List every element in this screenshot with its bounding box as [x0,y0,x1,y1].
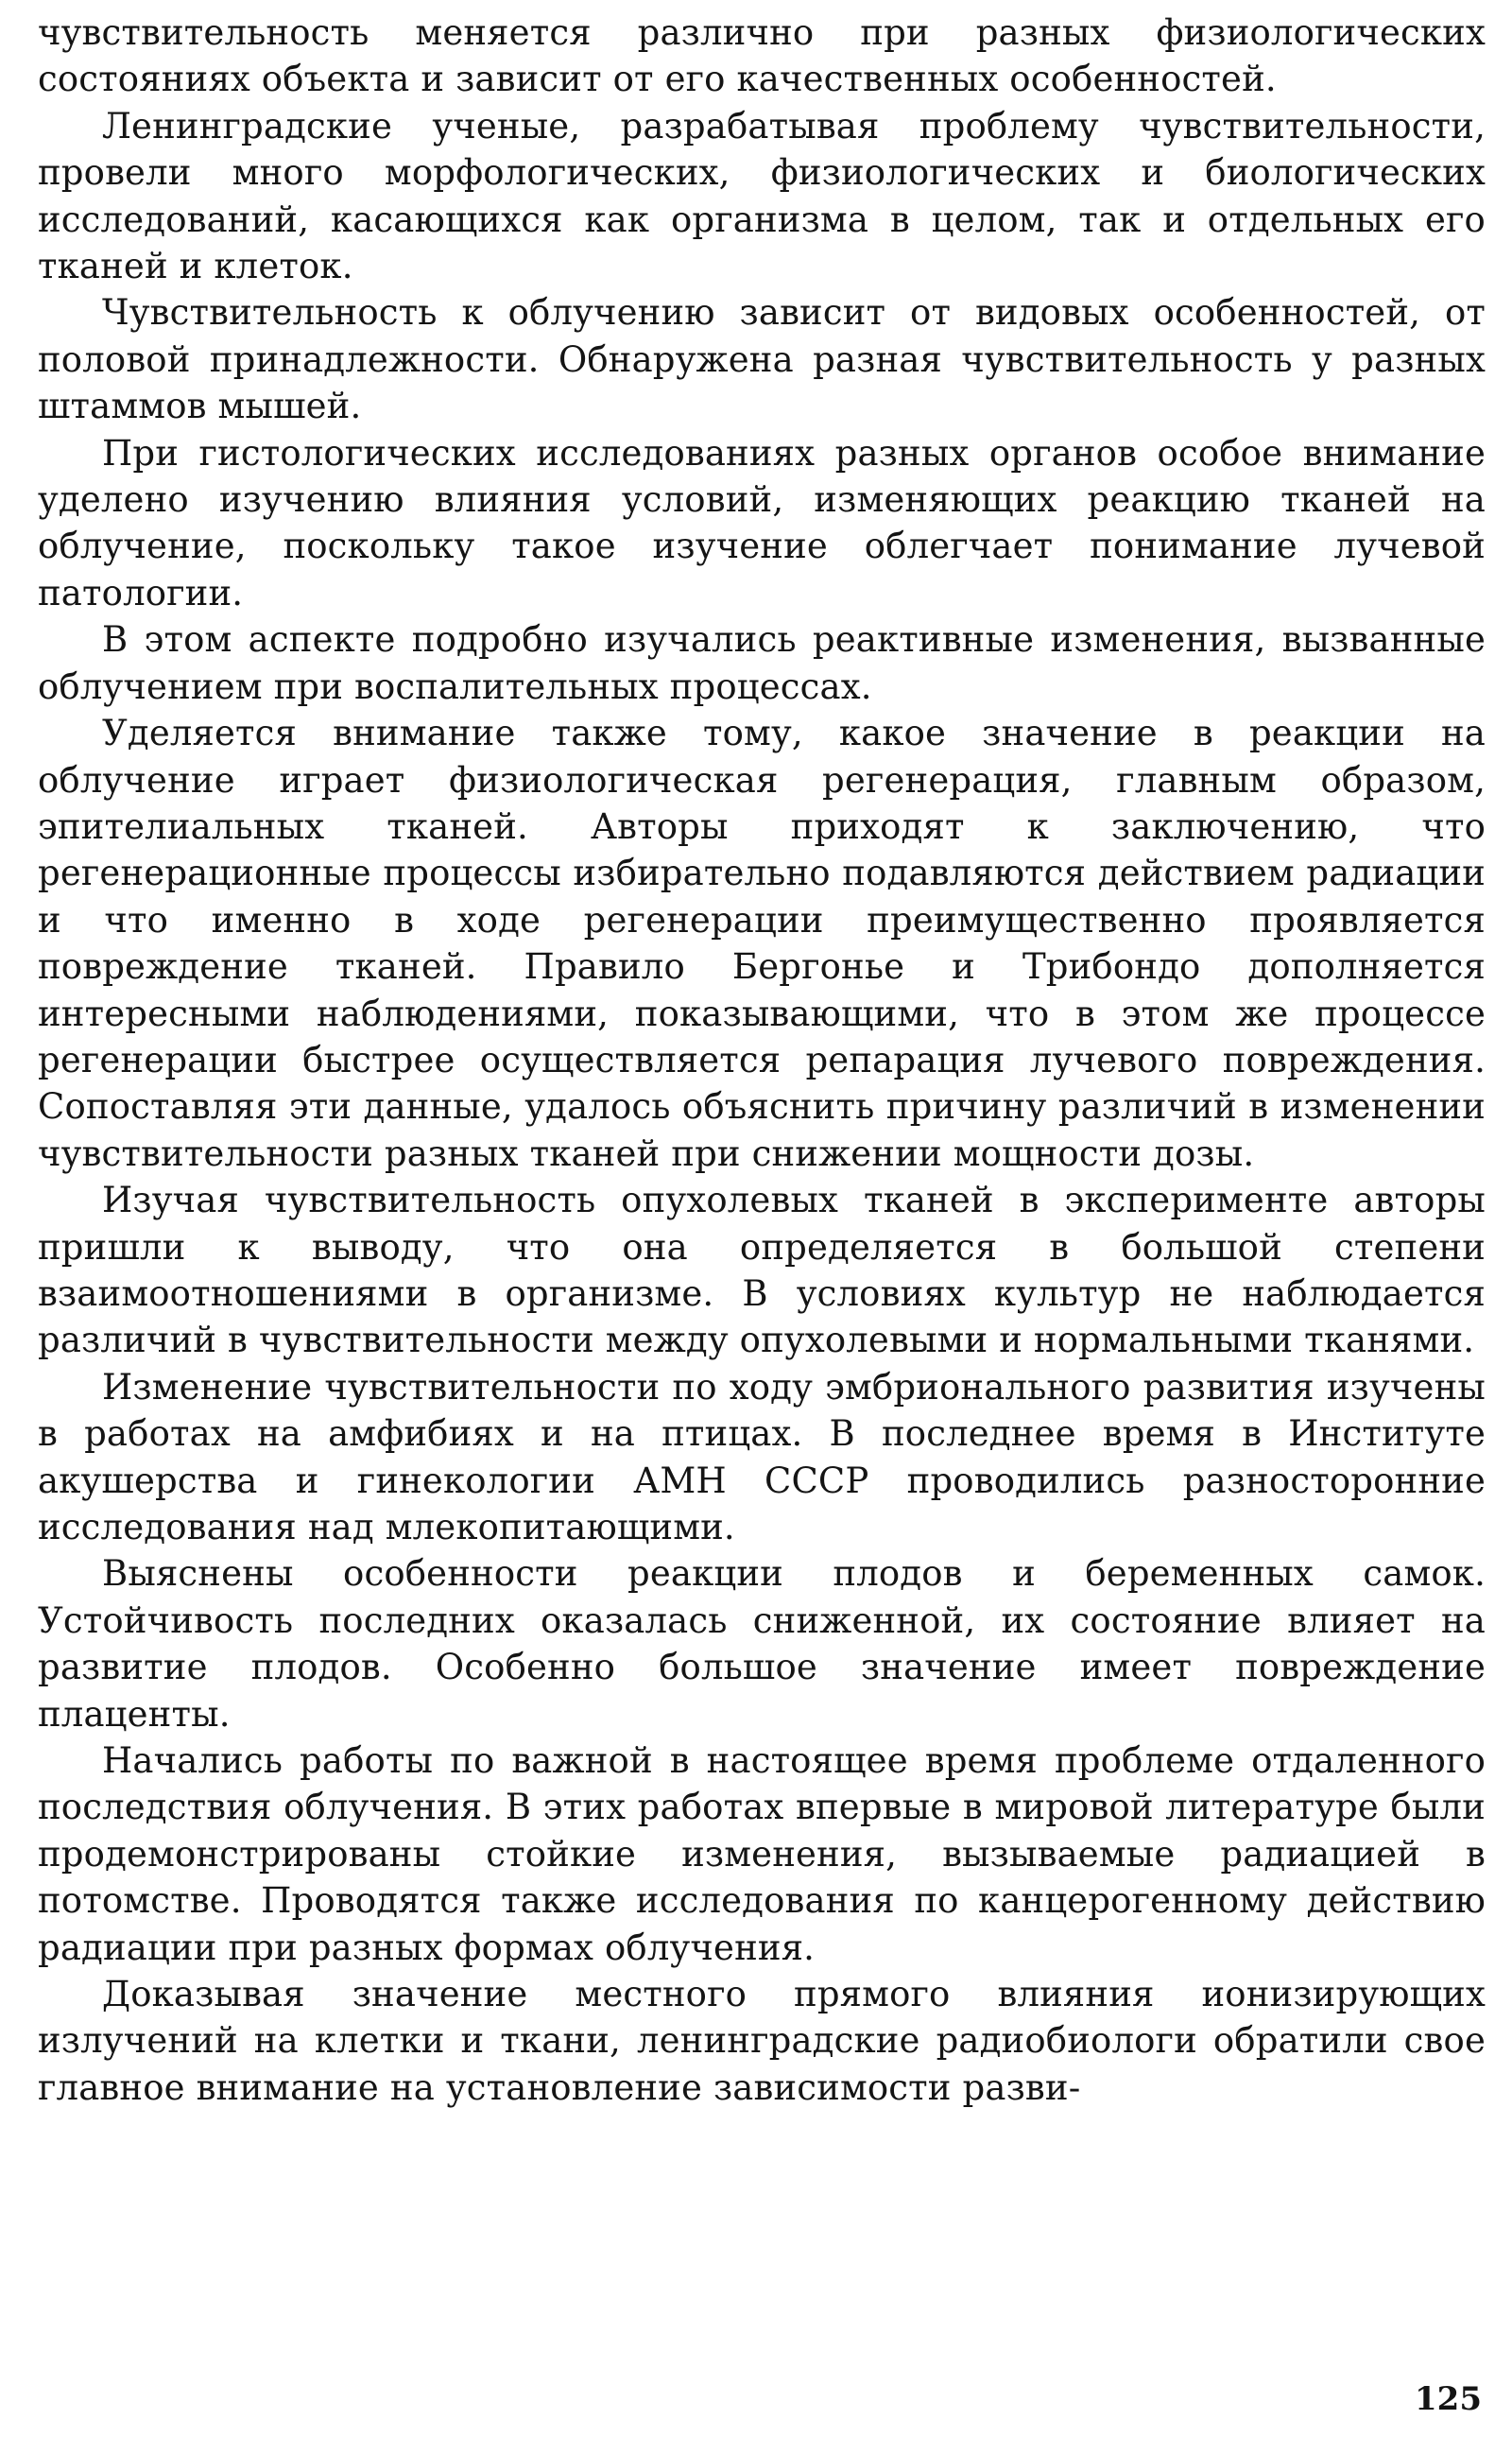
paragraph-species-sensitivity: Чувствительность к облучению зависит от видовых особенностей, от половой принадлежности. Обнаружена разная чувствительность у разных штаммов мышей. [38,292,1486,427]
book-page [38,9,1486,2439]
paragraph-histology: При гистологических исследованиях разных органов особое внимание уделено изучению влияния условий, изменяющих реакцию тканей на облучение, поскольку такое изучение облегчает понимание лучевой патологии. [38,432,1486,614]
paragraph-embryonic: Изменение чувствительности по ходу эмбрионального развития изучены в работах на амфибиях и на птицах. В последнее время в Институте акушерства и гинекологии АМН СССР проводились разносторонние исследования над млекопитающими. [38,1366,1486,1547]
paragraph-remote-consequences: Начались работы по важной в настоящее время проблеме отдаленного последствия облучения. В этих работах впервые в мировой литературе были продемонстрированы стойкие изменения, вызываемые радиацией в потомстве. Проводятся также исследования по канцерогенному действию радиации при разных формах облучения. [38,1740,1486,1968]
paragraph-leningrad-scientists: Ленинградские ученые, разрабатывая проблему чувствительности, провели много морфологических, физиологических и биологических исследований, касающихся как организма в целом, так и отдельных его тканей и клеток. [38,105,1486,287]
paragraph-fetus-reaction: Выяснены особенности реакции плодов и беременных самок. Устойчивость последних оказалась сниженной, их состояние влияет на развитие плодов. Особенно большое значение имеет повреждение плаценты. [38,1553,1486,1735]
paragraph-local-influence: Доказывая значение местного прямого влияния ионизирующих излучений на клетки и ткани, ленинградские радиобиологи обратили свое главное внимание на установление зависимости разви- [38,1974,1486,2108]
paragraph-inflammation: В этом аспекте подробно изучались реактивные изменения, вызванные облучением при воспалительных процессах. [38,619,1486,707]
paragraph-continuation: чувствительность меняется различно при разных физиологических состояниях объекта и зависит от его качественных особенностей. [38,12,1486,100]
paragraph-tumor-tissues: Изучая чувствительность опухолевых тканей в эксперименте авторы пришли к выводу, что она определяется в большой степени взаимоотношениями в организме. В условиях культур не наблюдается различий в чувствительности между опухолевыми и нормальными тканями. [38,1180,1486,1361]
page-number: 125 [1415,2380,1482,2418]
body-text [38,9,1486,2111]
paragraph-regeneration: Уделяется внимание также тому, какое значение в реакции на облучение играет физиологическая регенерация, главным образом, эпителиальных тканей. Авторы приходят к заключению, что регенерационные процессы избирательно подавляются действием радиации и что именно в ходе регенерации преимущественно проявляется повреждение тканей. Правило Бергонье и Трибондо дополняется интересными наблюдениями, показывающими, что в этом же процессе регенерации быстрее осуществляется репарация лучевого повреждения. Сопоставляя эти данные, удалось объяснить причину различий в изменении чувствительности разных тканей при снижении мощности дозы. [38,713,1486,1174]
